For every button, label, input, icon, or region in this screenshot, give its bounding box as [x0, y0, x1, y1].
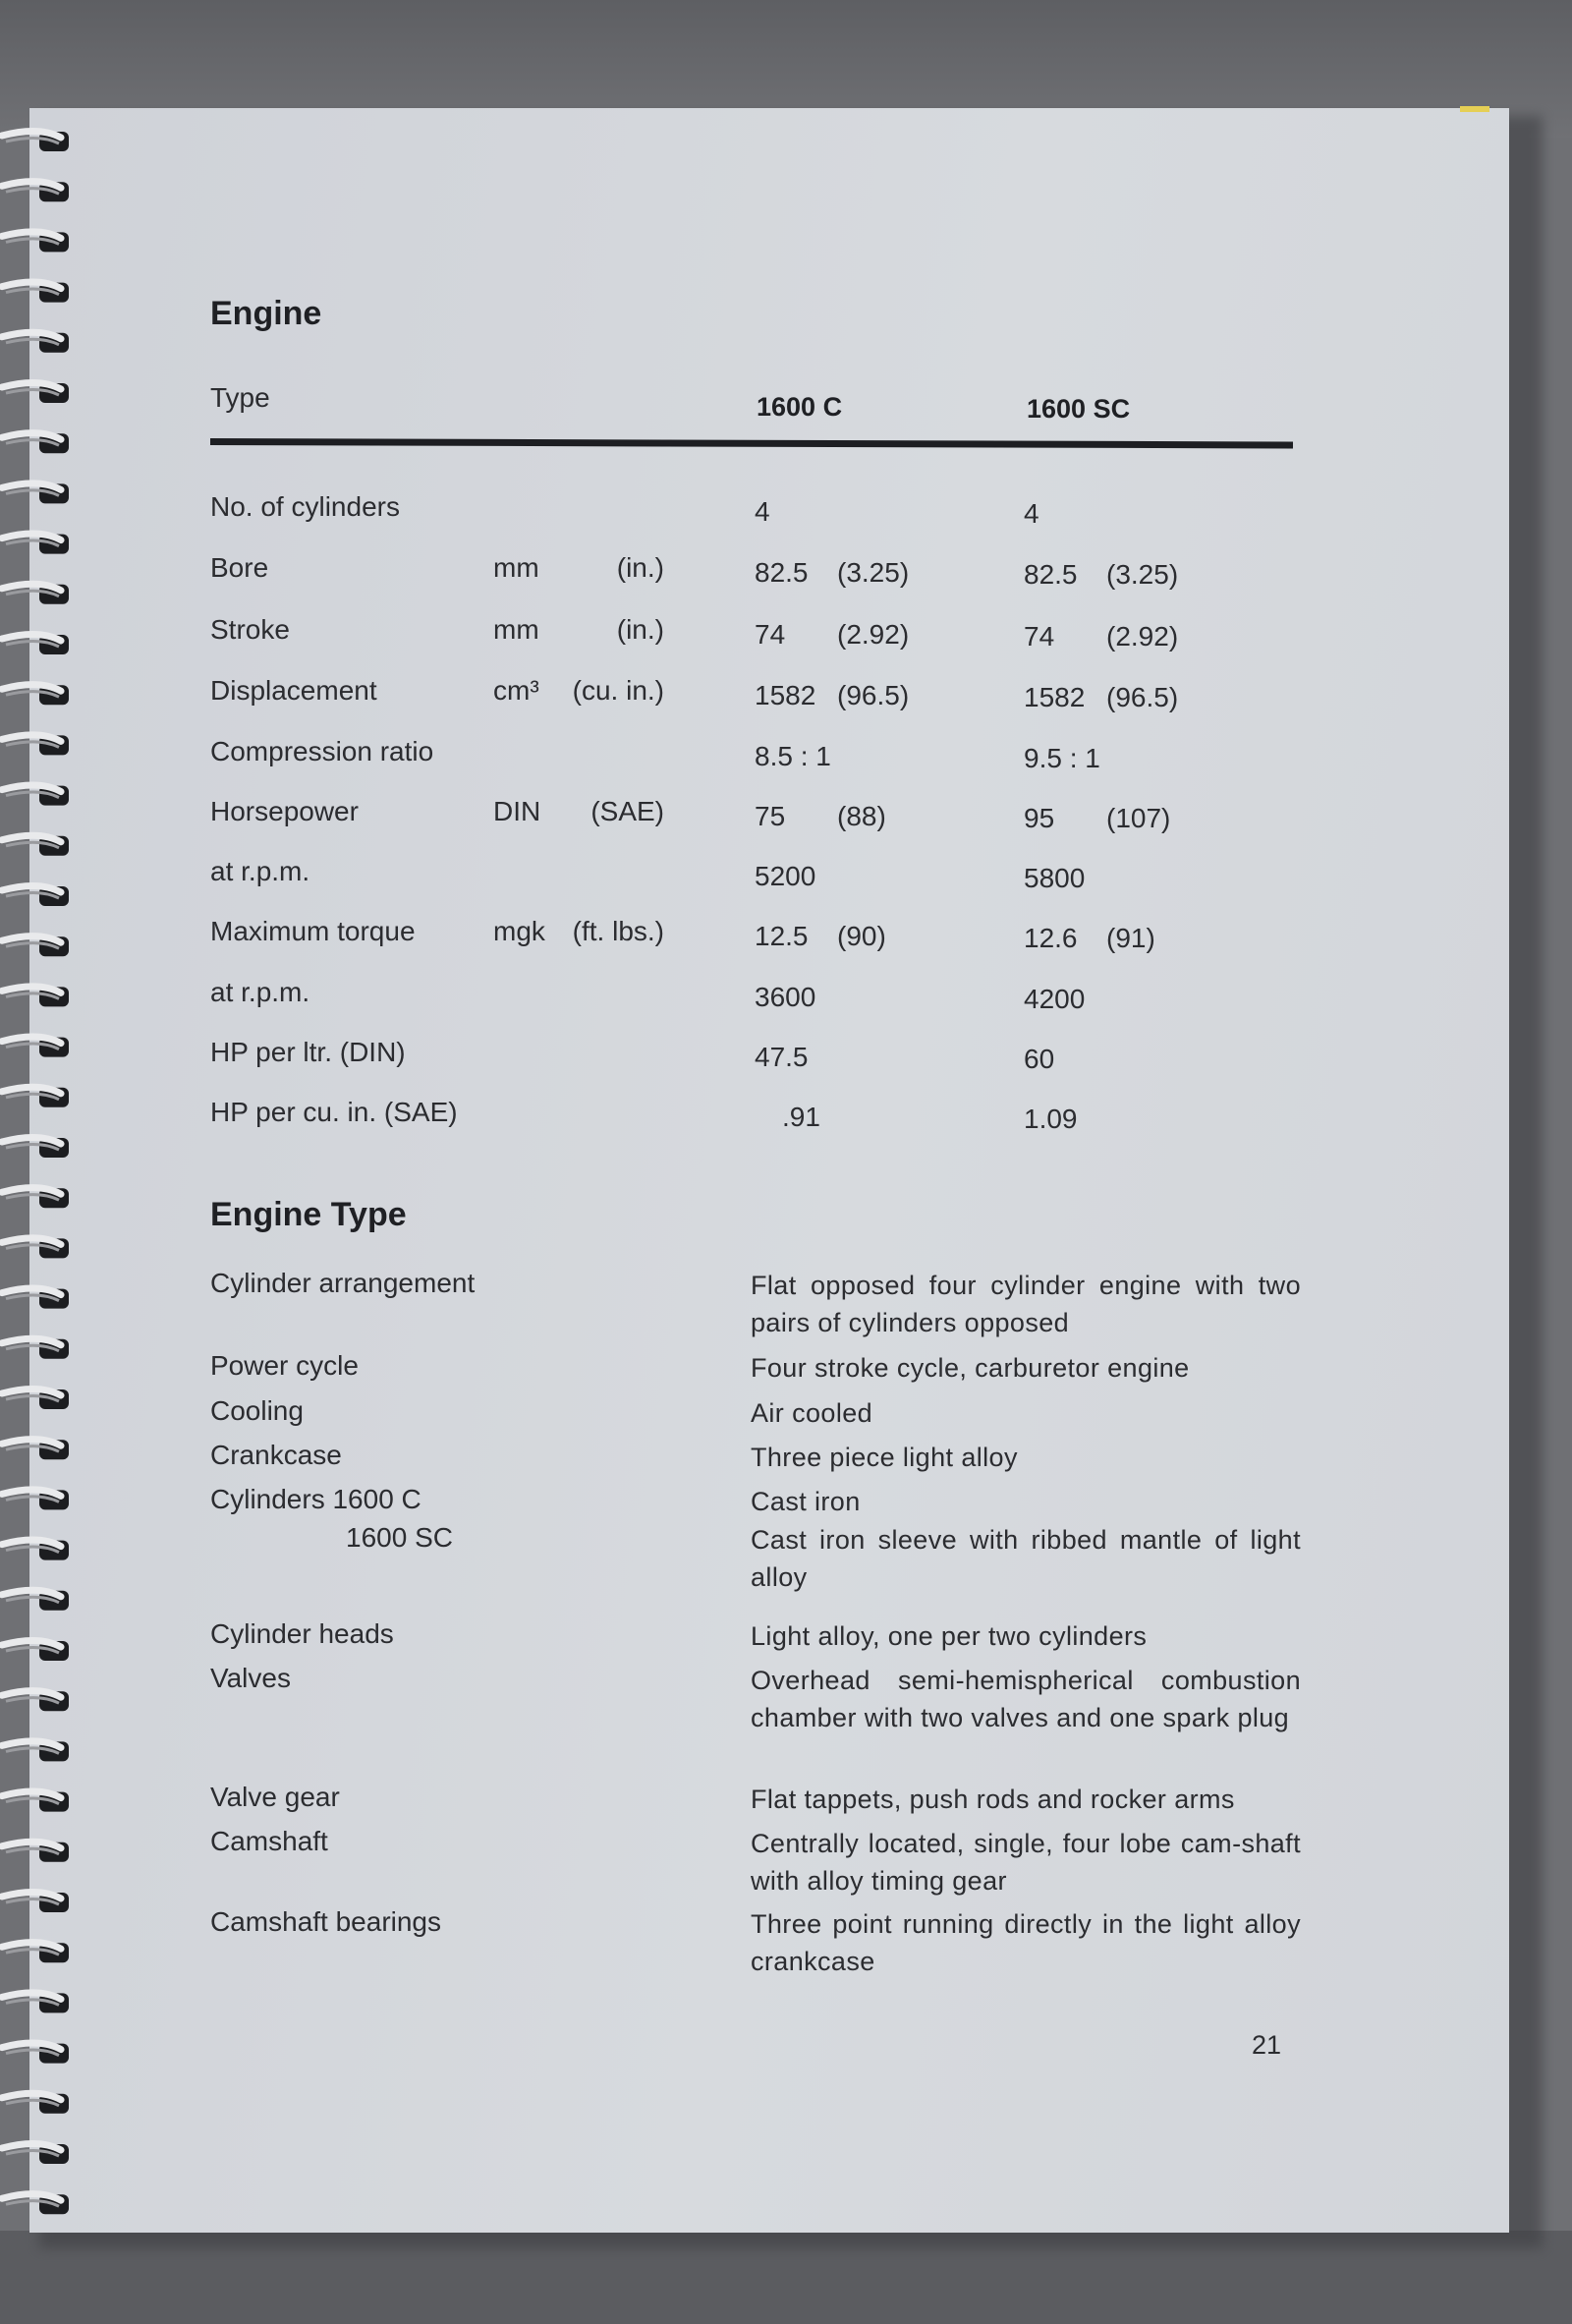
engine-type-value: Four stroke cycle, carburetor engine	[751, 1353, 1190, 1383]
engine-type-label: 1600 SC	[346, 1522, 453, 1553]
spec-label: at r.p.m.	[210, 977, 310, 1007]
spec-unit-alt: (SAE)	[590, 796, 664, 826]
engine-type-value: Three piece light alloy	[751, 1443, 1018, 1472]
type-label: Type	[210, 382, 270, 413]
value-1600sc-alt: (107)	[1106, 803, 1171, 833]
engine-type-value: Centrally located, single, four lobe cam-shaft with alloy timing gear	[751, 1829, 1301, 1896]
spec-unit: DIN	[493, 796, 541, 826]
spec-label: Bore	[210, 552, 269, 583]
section-title-engine: Engine	[210, 295, 322, 332]
value-1600sc: 1.09	[1024, 1104, 1078, 1134]
page-number: 21	[1252, 2030, 1282, 2060]
engine-type-label: Power cycle	[210, 1350, 359, 1381]
spec-unit-alt: (cu. in.)	[572, 675, 664, 706]
engine-type-value: Three point running directly in the light alloy crankcase	[751, 1909, 1301, 1976]
engine-type-value: Cast iron sleeve with ribbed mantle of light alloy	[751, 1525, 1301, 1592]
column-header-1600c: 1600 C	[757, 392, 843, 422]
value-1600c: 47.5	[755, 1042, 809, 1072]
spec-label: Stroke	[210, 614, 290, 645]
value-1600c-alt: (2.92)	[837, 619, 910, 650]
value-1600sc: 9.5 : 1	[1024, 743, 1100, 773]
spec-label: No. of cylinders	[210, 491, 400, 522]
value-1600c: 8.5 : 1	[755, 741, 831, 771]
engine-type-label: Cylinder heads	[210, 1618, 394, 1649]
header-rule	[210, 438, 1293, 448]
section-title-engine-type: Engine Type	[210, 1196, 407, 1233]
value-1600c: 4	[755, 496, 770, 527]
spec-unit: mm	[493, 552, 539, 583]
spec-unit-alt: (in.)	[616, 614, 664, 645]
engine-type-label: Crankcase	[210, 1440, 342, 1470]
value-1600c-alt: (3.25)	[837, 557, 910, 588]
value-1600sc: 95	[1024, 803, 1055, 833]
spec-label: Compression ratio	[210, 736, 434, 766]
value-1600c: 12.5	[755, 921, 809, 951]
spec-label: Maximum torque	[210, 916, 416, 946]
column-header-1600sc: 1600 SC	[1027, 394, 1131, 424]
value-1600c-alt: (90)	[837, 921, 886, 951]
value-1600c: 75	[755, 801, 786, 831]
engine-type-value: Cast iron	[751, 1487, 861, 1516]
value-1600sc-alt: (3.25)	[1106, 559, 1179, 590]
value-1600c: 82.5	[755, 557, 809, 588]
value-1600c: 74	[755, 619, 786, 650]
value-1600sc: 60	[1024, 1044, 1055, 1074]
engine-type-label: Cylinders 1600 C	[210, 1484, 421, 1514]
value-1600sc-alt: (96.5)	[1106, 682, 1179, 712]
value-1600sc: 4200	[1024, 984, 1086, 1014]
value-1600sc: 5800	[1024, 863, 1086, 893]
spec-unit: cm³	[493, 675, 539, 706]
engine-type-label: Camshaft	[210, 1826, 328, 1856]
spec-unit-alt: (ft. lbs.)	[572, 916, 664, 946]
engine-type-value: Light alloy, one per two cylinders	[751, 1621, 1148, 1651]
spec-unit-alt: (in.)	[616, 552, 664, 583]
engine-type-value: Flat opposed four cylinder engine with two pairs of cylinders opposed	[751, 1271, 1301, 1337]
value-1600sc: 4	[1024, 498, 1039, 529]
value-1600c-alt: (88)	[837, 801, 886, 831]
engine-type-value: Overhead semi-hemispherical combustion chamber with two valves and one spark plug	[751, 1666, 1301, 1732]
value-1600c-alt: (96.5)	[837, 680, 910, 710]
spec-unit: mm	[493, 614, 539, 645]
value-1600sc: 82.5	[1024, 559, 1078, 590]
spec-label: at r.p.m.	[210, 856, 310, 886]
value-1600c: .91	[782, 1102, 820, 1132]
spec-label: Displacement	[210, 675, 377, 706]
value-1600sc: 12.6	[1024, 923, 1078, 953]
engine-type-value: Air cooled	[751, 1398, 873, 1428]
engine-type-value: Flat tappets, push rods and rocker arms	[751, 1785, 1235, 1814]
spec-label: HP per ltr. (DIN)	[210, 1037, 406, 1067]
engine-type-label: Camshaft bearings	[210, 1906, 442, 1937]
engine-type-label: Cylinder arrangement	[210, 1268, 476, 1298]
engine-type-label: Valves	[210, 1663, 291, 1693]
value-1600sc: 1582	[1024, 682, 1086, 712]
spec-label: HP per cu. in. (SAE)	[210, 1097, 458, 1127]
value-1600c: 3600	[755, 982, 816, 1012]
value-1600sc: 74	[1024, 621, 1055, 652]
value-1600c: 5200	[755, 861, 816, 891]
engine-type-label: Cooling	[210, 1395, 304, 1426]
value-1600c: 1582	[755, 680, 816, 710]
spec-unit: mgk	[493, 916, 545, 946]
spec-label: Horsepower	[210, 796, 359, 826]
engine-type-label: Valve gear	[210, 1782, 340, 1812]
value-1600sc-alt: (91)	[1106, 923, 1155, 953]
value-1600sc-alt: (2.92)	[1106, 621, 1179, 652]
